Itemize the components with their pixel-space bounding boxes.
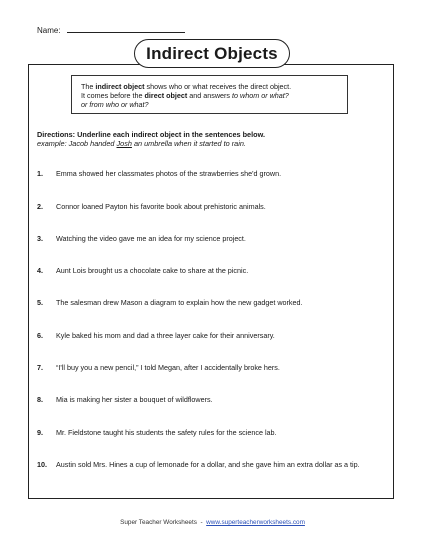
term-direct-object: direct object: [144, 91, 188, 101]
directions: [37, 130, 265, 148]
footer-brand: Super Teacher Worksheets: [120, 519, 197, 526]
example-text: an umbrella when it started to rain.: [131, 139, 246, 148]
definition-line-2: [81, 91, 339, 100]
definition-line-1: [81, 82, 339, 91]
definition-question: to whom or what?: [232, 91, 289, 101]
definition-question: or from who or what?: [81, 100, 149, 110]
example-underlined-word: Josh: [116, 139, 132, 148]
item-number: 9.: [37, 428, 43, 437]
sentence-text[interactable]: Austin sold Mrs. Hines a cup of lemonade for a dollar, and she gave him an extra dollar as a tip.: [56, 460, 360, 469]
example-text: example: Jacob handed: [37, 139, 117, 148]
item-number: 5.: [37, 298, 43, 307]
item-number: 4.: [37, 266, 43, 275]
name-field-row: [37, 24, 185, 35]
name-blank-line[interactable]: [67, 24, 185, 33]
definition-text: The: [81, 82, 96, 91]
term-indirect-object: indirect object: [95, 82, 145, 91]
sentence-text[interactable]: Connor loaned Payton his favorite book about prehistoric animals.: [56, 202, 266, 211]
definition-text: It comes before the: [81, 91, 145, 101]
item-number: 7.: [37, 363, 43, 372]
item-number: 10.: [37, 460, 47, 469]
item-number: 6.: [37, 331, 43, 340]
item-number: 2.: [37, 202, 43, 211]
item-number: 3.: [37, 234, 43, 243]
page-title: [134, 39, 290, 68]
sentence-text[interactable]: Kyle baked his mom and dad a three layer cake for their anniversary.: [56, 331, 275, 340]
page-title-text: Indirect Objects: [146, 43, 278, 63]
footer-separator: -: [196, 519, 207, 526]
sentence-text[interactable]: Emma showed her classmates photos of the strawberries she'd grown.: [56, 169, 282, 178]
definition-text: shows who or what receives the direct object.: [144, 82, 292, 91]
sentence-text[interactable]: Mia is making her sister a bouquet of wildflowers.: [56, 395, 213, 404]
definition-line-3: [81, 100, 339, 109]
directions-heading: Directions: Underline each indirect object in the sentences below.: [37, 130, 266, 139]
footer-link[interactable]: www.superteacherworksheets.com: [206, 519, 305, 526]
sentence-text[interactable]: The salesman drew Mason a diagram to explain how the new gadget worked.: [56, 298, 303, 307]
directions-example: [37, 139, 265, 148]
item-number: 1.: [37, 169, 43, 178]
sentence-text[interactable]: “I'll buy you a new pencil,” I told Megan, after I accidentally broke hers.: [56, 363, 280, 372]
name-label: Name:: [37, 26, 61, 35]
definition-text: and answers: [187, 91, 233, 101]
item-number: 8.: [37, 395, 43, 404]
sentence-text[interactable]: Aunt Lois brought us a chocolate cake to share at the picnic.: [56, 266, 249, 275]
sentence-text[interactable]: Mr. Fieldstone taught his students the safety rules for the science lab.: [56, 428, 277, 437]
footer: [0, 519, 425, 526]
sentence-text[interactable]: Watching the video gave me an idea for my science project.: [56, 234, 246, 243]
definition-box: [71, 75, 348, 114]
